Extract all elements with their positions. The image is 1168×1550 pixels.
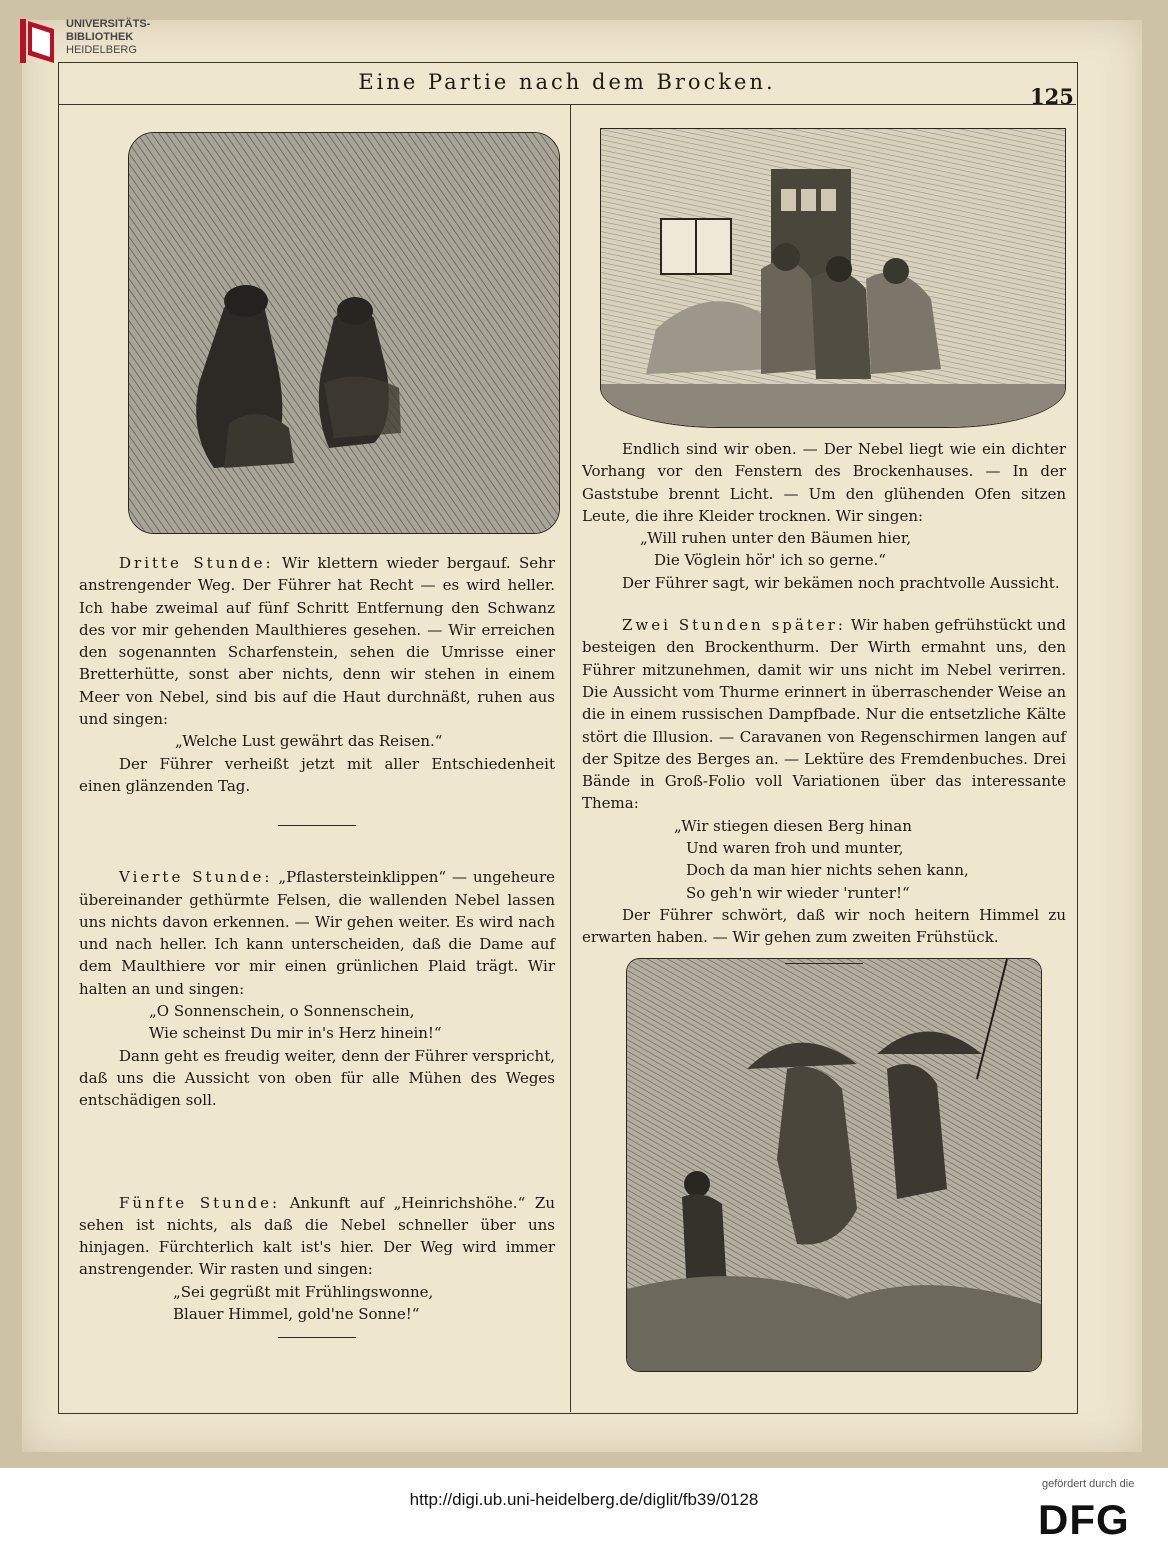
verse-block — [79, 730, 555, 752]
right-column-text — [582, 438, 1066, 964]
verse-line: „Will ruhen unter den Bäumen hier, — [640, 529, 912, 548]
running-title: Eine Partie nach dem Brocken. — [358, 70, 776, 94]
library-name — [66, 18, 150, 57]
dfg-caption: gefördert durch die — [1042, 1478, 1135, 1490]
header-rule — [58, 104, 1076, 105]
verse-line: „Sei gegrüßt mit Frühlingswonne, — [173, 1282, 434, 1301]
page-number: 125 — [1030, 84, 1074, 109]
verse-block — [582, 527, 1066, 572]
verse-line: „Welche Lust gewährt das Reisen.“ — [175, 732, 443, 751]
paragraph-dritte-stunde — [79, 552, 555, 730]
section-lead: Vierte Stunde: — [119, 868, 273, 887]
paragraph-text: Wir klettern wieder bergauf. Sehr anstrengender Weg. Der Führer hat Recht — es wird heller. Ich habe zweimal auf fünf Schritt Entfernung den Schwanz des vor mir gehenden Maulthieres gesehen. — Wir erreichen den sogenannten Scharfenstein, sehen die Umrisse einer Bretterhütte, sonst aber nichts, denn wir stehen in einem Meer von Nebel, sind bis auf die Haut durchnäßt, ruhen aus und singen: — [79, 554, 555, 729]
paragraph-fuenfte-stunde — [79, 1192, 555, 1281]
illustration-guests-at-stove — [600, 128, 1066, 428]
verse-block — [582, 815, 1066, 904]
section-lead: Fünfte Stunde: — [119, 1193, 281, 1212]
verse-line: Und waren froh und munter, — [686, 839, 904, 858]
illustration-riders-in-fog — [128, 132, 560, 534]
paragraph-text: Dann geht es freudig weiter, denn der Führer verspricht, daß uns die Aussicht von oben für alle Mühen des Weges entschädigen soll. — [79, 1046, 555, 1110]
column-rule — [570, 104, 571, 1412]
paragraph-text: „Pflastersteinklippen“ — ungeheure übereinander gethürmte Felsen, die wallenden Nebel lassen uns nichts davon erkennen. — Wir gehen weiter. Es wird nach und nach heller. Ich kann unterscheiden, daß die Dame auf dem Maulthiere vor mir einen grünlichen Plaid trägt. Wir halten an und singen: — [79, 868, 555, 998]
library-name-line: UNIVERSITÄTS- — [66, 18, 151, 30]
verse-line: „Wir stiegen diesen Berg hinan — [674, 816, 912, 835]
source-url-link[interactable]: http://digi.ub.uni-heidelberg.de/diglit/fb39/0128 — [409, 1490, 759, 1509]
paragraph-summit: Endlich sind wir oben. — Der Nebel liegt wie ein dichter Vorhang vor den Fenstern des Brockenhauses. — In der Gaststube brennt Licht. — Um den glühenden Ofen sitzen Leute, die ihre Kleider trocknen. Wir singen: — [582, 440, 1066, 525]
paragraph-text: Der Führer schwört, daß wir noch heitern Himmel zu erwarten haben. — Wir gehen zum zweiten Frühstück. — [582, 905, 1066, 947]
paragraph-vierte-stunde — [79, 866, 555, 1000]
library-name-line: BIBLIOTHEK — [66, 31, 134, 43]
section-lead: Dritte Stunde: — [119, 554, 274, 572]
paragraph-text: Ankunft auf „Heinrichshöhe.“ Zu sehen ist nichts, als daß die Nebel schneller über uns hinjagen. Fürchterlich kalt ist's hier. Der Weg wird immer anstrengender. Wir rasten und singen: — [79, 1193, 555, 1279]
paragraph-text: Wir haben gefrühstückt und besteigen den Brockenthurm. Der Wirth ermahnt uns, den Führer mitzunehmen, damit wir uns nicht im Nebel verirren. Die Aussicht vom Thurme erinnert in überraschender Weise an die in einem russischen Dampfbade. Nur die entsetzliche Kälte stört die Illusion. — Caravanen von Regenschirmen langen auf der Spitze des Berges an. — Lektüre des Fremdenbuches. Drei Bände in Groß-Folio voll Variationen über das interessante Thema: — [582, 616, 1066, 813]
verse-line: Wie scheinst Du mir in's Herz hinein!“ — [149, 1024, 442, 1043]
dfg-logo: DFG — [1038, 1496, 1130, 1543]
library-name-line: HEIDELBERG — [66, 44, 137, 56]
paragraph-zwei-stunden — [582, 614, 1066, 815]
section-lead: Zwei Stunden später: — [622, 616, 846, 635]
verse-line: Die Vöglein hör' ich so gerne.“ — [654, 551, 886, 570]
verse-line: Blauer Himmel, gold'ne Sonne!“ — [173, 1305, 420, 1324]
section-separator — [785, 963, 863, 964]
library-logo-icon — [18, 15, 58, 67]
paragraph-text: Der Führer verheißt jetzt mit aller Entschiedenheit einen glänzenden Tag. — [79, 754, 555, 795]
verse-block — [79, 1281, 555, 1326]
verse-line: Doch da man hier nichts sehen kann, — [686, 861, 969, 880]
verse-line: So geh'n wir wieder 'runter!“ — [686, 883, 910, 902]
section-separator — [278, 1337, 356, 1338]
paragraph-text: Der Führer sagt, wir bekämen noch prachtvolle Aussicht. — [622, 573, 1060, 592]
illustration-umbrellas-in-rain — [626, 958, 1042, 1372]
verse-block — [79, 1000, 555, 1045]
verse-line: „O Sonnenschein, o Sonnenschein, — [149, 1002, 415, 1021]
left-column-text — [79, 552, 555, 1338]
